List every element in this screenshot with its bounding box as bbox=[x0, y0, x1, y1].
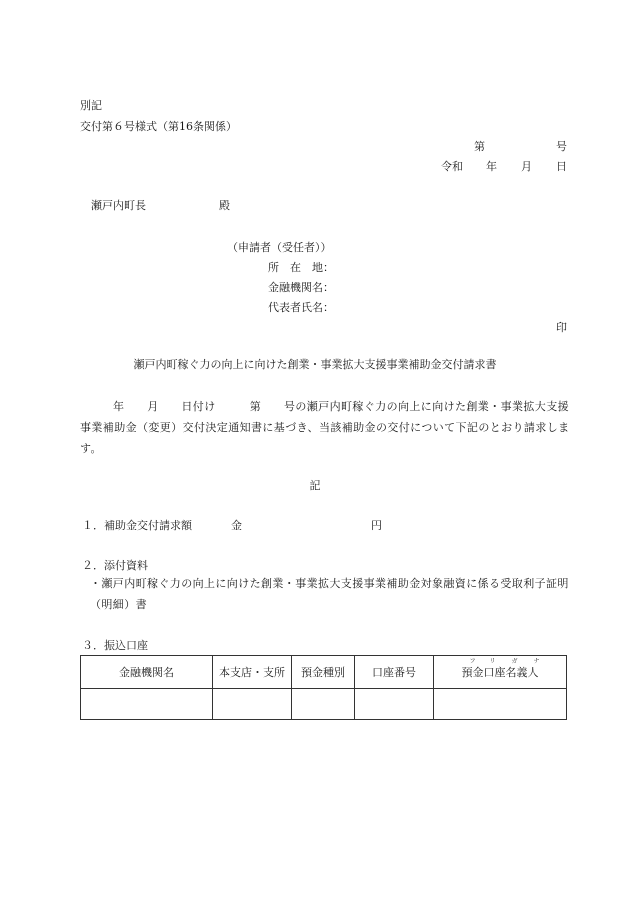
cell-account-holder[interactable] bbox=[434, 689, 567, 720]
cell-account-number[interactable] bbox=[355, 689, 434, 720]
item1-kin: 金 bbox=[231, 519, 242, 532]
header-account-number: 口座番号 bbox=[355, 656, 434, 689]
header-bank-name: 金融機関名 bbox=[81, 656, 213, 689]
item2-detail: ・瀬戸内町稼ぐ力の向上に向けた創業・事業拡大支援事業補助金対象融資に係る受取利子証明（明細）書 bbox=[90, 577, 569, 611]
cell-bank-name[interactable] bbox=[81, 689, 213, 720]
document-title: 瀬戸内町稼ぐ力の向上に向けた創業・事業拡大支援事業補助金交付請求書 bbox=[133, 358, 497, 371]
table-row bbox=[81, 689, 567, 720]
body-paragraph: 年 月 日付け 第 号の瀬戸内町稼ぐ力の向上に向けた創業・事業拡大支援事業補助金（変更）交付決定通知書に基づき、当該補助金の交付について下記のとおり請求します。 bbox=[80, 400, 570, 455]
addressee-name: 瀬戸内町長 bbox=[91, 199, 146, 212]
date-month: 月 bbox=[521, 160, 532, 173]
furigana-fu: フ bbox=[469, 658, 476, 665]
date-era: 令和 bbox=[441, 160, 463, 173]
item1-label: １．補助金交付請求額 bbox=[82, 519, 192, 532]
number-label-dai: 第 bbox=[474, 140, 485, 153]
cell-deposit-type[interactable] bbox=[292, 689, 355, 720]
item3-label: ３．振込口座 bbox=[82, 639, 148, 652]
seal-mark: 印 bbox=[556, 321, 567, 334]
bank-account-table bbox=[80, 655, 567, 720]
applicant-address-label: 所 在 地： bbox=[268, 261, 334, 274]
number-label-go: 号 bbox=[556, 140, 567, 153]
date-year: 年 bbox=[486, 160, 497, 173]
header-branch: 本支店・支所 bbox=[213, 656, 292, 689]
cell-branch[interactable] bbox=[213, 689, 292, 720]
header-deposit-type: 預金種別 bbox=[292, 656, 355, 689]
applicant-heading: （申請者（受任者）） bbox=[227, 241, 332, 254]
account-holder-with-furigana bbox=[461, 658, 540, 680]
date-day: 日 bbox=[556, 160, 567, 173]
furigana-ri: リ bbox=[489, 658, 496, 665]
furigana-na: ナ bbox=[533, 658, 540, 665]
addressee-honorific: 殿 bbox=[219, 199, 230, 212]
table-header-row bbox=[81, 656, 567, 689]
item1-yen: 円 bbox=[371, 519, 382, 532]
header-account-holder bbox=[434, 656, 567, 689]
applicant-bank-label: 金融機関名： bbox=[268, 281, 334, 294]
header-account-holder-text: 預金口座名義人 bbox=[461, 666, 539, 679]
ki-heading: 記 bbox=[309, 479, 321, 492]
applicant-representative-label: 代表者氏名： bbox=[268, 301, 334, 314]
item2-label: ２．添付資料 bbox=[82, 559, 148, 572]
appendix-label: 別記 bbox=[80, 99, 102, 112]
form-reference: 交付第６号様式（第16条関係） bbox=[80, 120, 237, 133]
furigana-ga: ガ bbox=[511, 658, 518, 665]
